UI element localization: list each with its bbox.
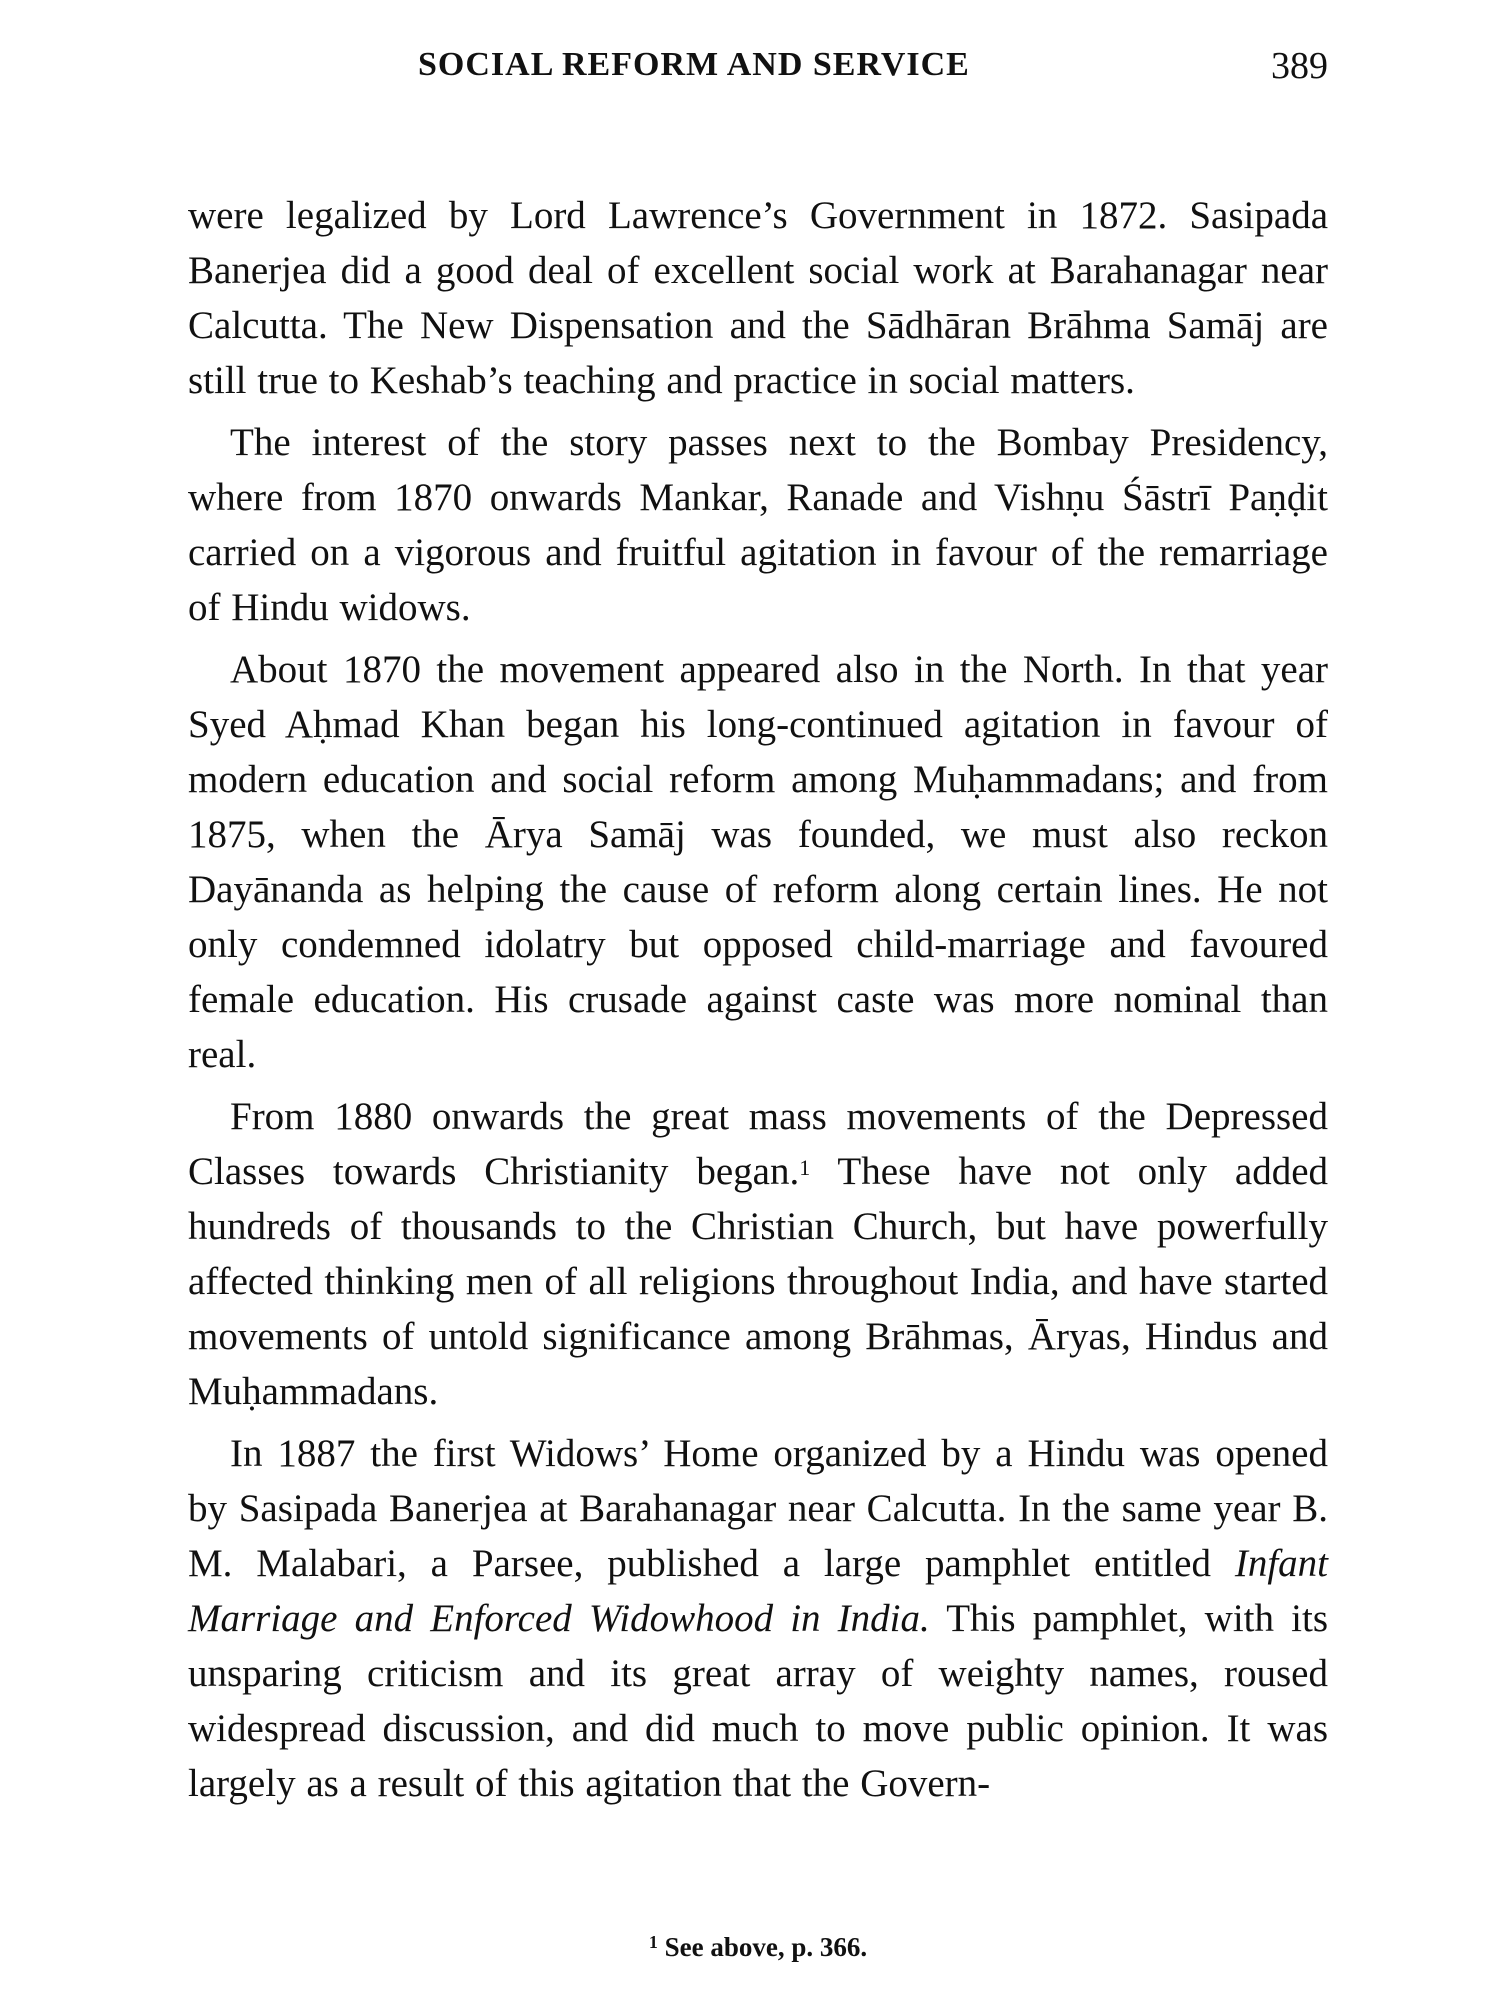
paragraph-1: were legalized by Lord Lawrence’s Government in 1872. Sasipada Banerjea did a good deal of excellent social work at Barahanagar near Calcutta. The New Dispensation and the Sādhāran Brāhma Samāj are still true to Keshab’s teaching and practice in social matters.: [188, 194, 1328, 402]
book-title-italic: Infant Marriage and Enforced Widowhood in India.: [188, 1542, 1328, 1640]
body-text: [188, 188, 1328, 1811]
paragraph-4-text-b: These have not only added hundreds of thousands to the Christian Church, but have powerfully affected thinking men of all religions throughout India, and have started movements of untold significance among Brāhmas, Āryas, Hindus and Muḥammadans.: [188, 1150, 1329, 1413]
paragraph-4: [188, 1089, 1328, 1419]
footnote: [188, 1932, 1328, 1963]
footnote-marker: 1: [648, 1932, 658, 1952]
paragraph-5-text-b: This pamphlet, with its unsparing criticism and its great array of weighty names, roused widespread discussion, and did much to move public opinion. It was largely as a result of this agitation that the Govern-: [188, 1597, 1328, 1805]
paragraph-4-text-a: From 1880 onwards the great mass movements of the Depressed Classes towards Christianity began.: [188, 1095, 1328, 1193]
page-number: 389: [1271, 45, 1328, 87]
page-header: [188, 40, 1328, 110]
footnote-text: See above, p. 366.: [657, 1932, 868, 1962]
paragraph-5-text-a: In 1887 the first Widows’ Home organized by a Hindu was opened by Sasipada Banerjea at Barahanagar near Calcutta. In the same year B. M. Malabari, a Parsee, published a large pamphlet entitled: [188, 1432, 1328, 1585]
running-head: SOCIAL REFORM AND SERVICE: [418, 46, 970, 83]
footnote-reference: 1: [799, 1155, 811, 1180]
paragraph-2: The interest of the story passes next to the Bombay Presidency, where from 1870 onwards Mankar, Ranade and Vishṇu Śāstrī Paṇḍit carried on a vigorous and fruitful agitation in favour of the remarriage of Hindu widows.: [188, 421, 1328, 629]
book-page: [188, 40, 1328, 1980]
paragraph-3: About 1870 the movement appeared also in the North. In that year Syed Aḥmad Khan began his long-continued agitation in favour of modern education and social reform among Muḥammadans; and from 1875, when the Ārya Samāj was founded, we must also reckon Dayānanda as helping the cause of reform along certain lines. He not only condemned idolatry but opposed child-marriage and favoured female education. His crusade against caste was more nominal than real.: [188, 648, 1328, 1076]
paragraph-5: [188, 1426, 1328, 1811]
